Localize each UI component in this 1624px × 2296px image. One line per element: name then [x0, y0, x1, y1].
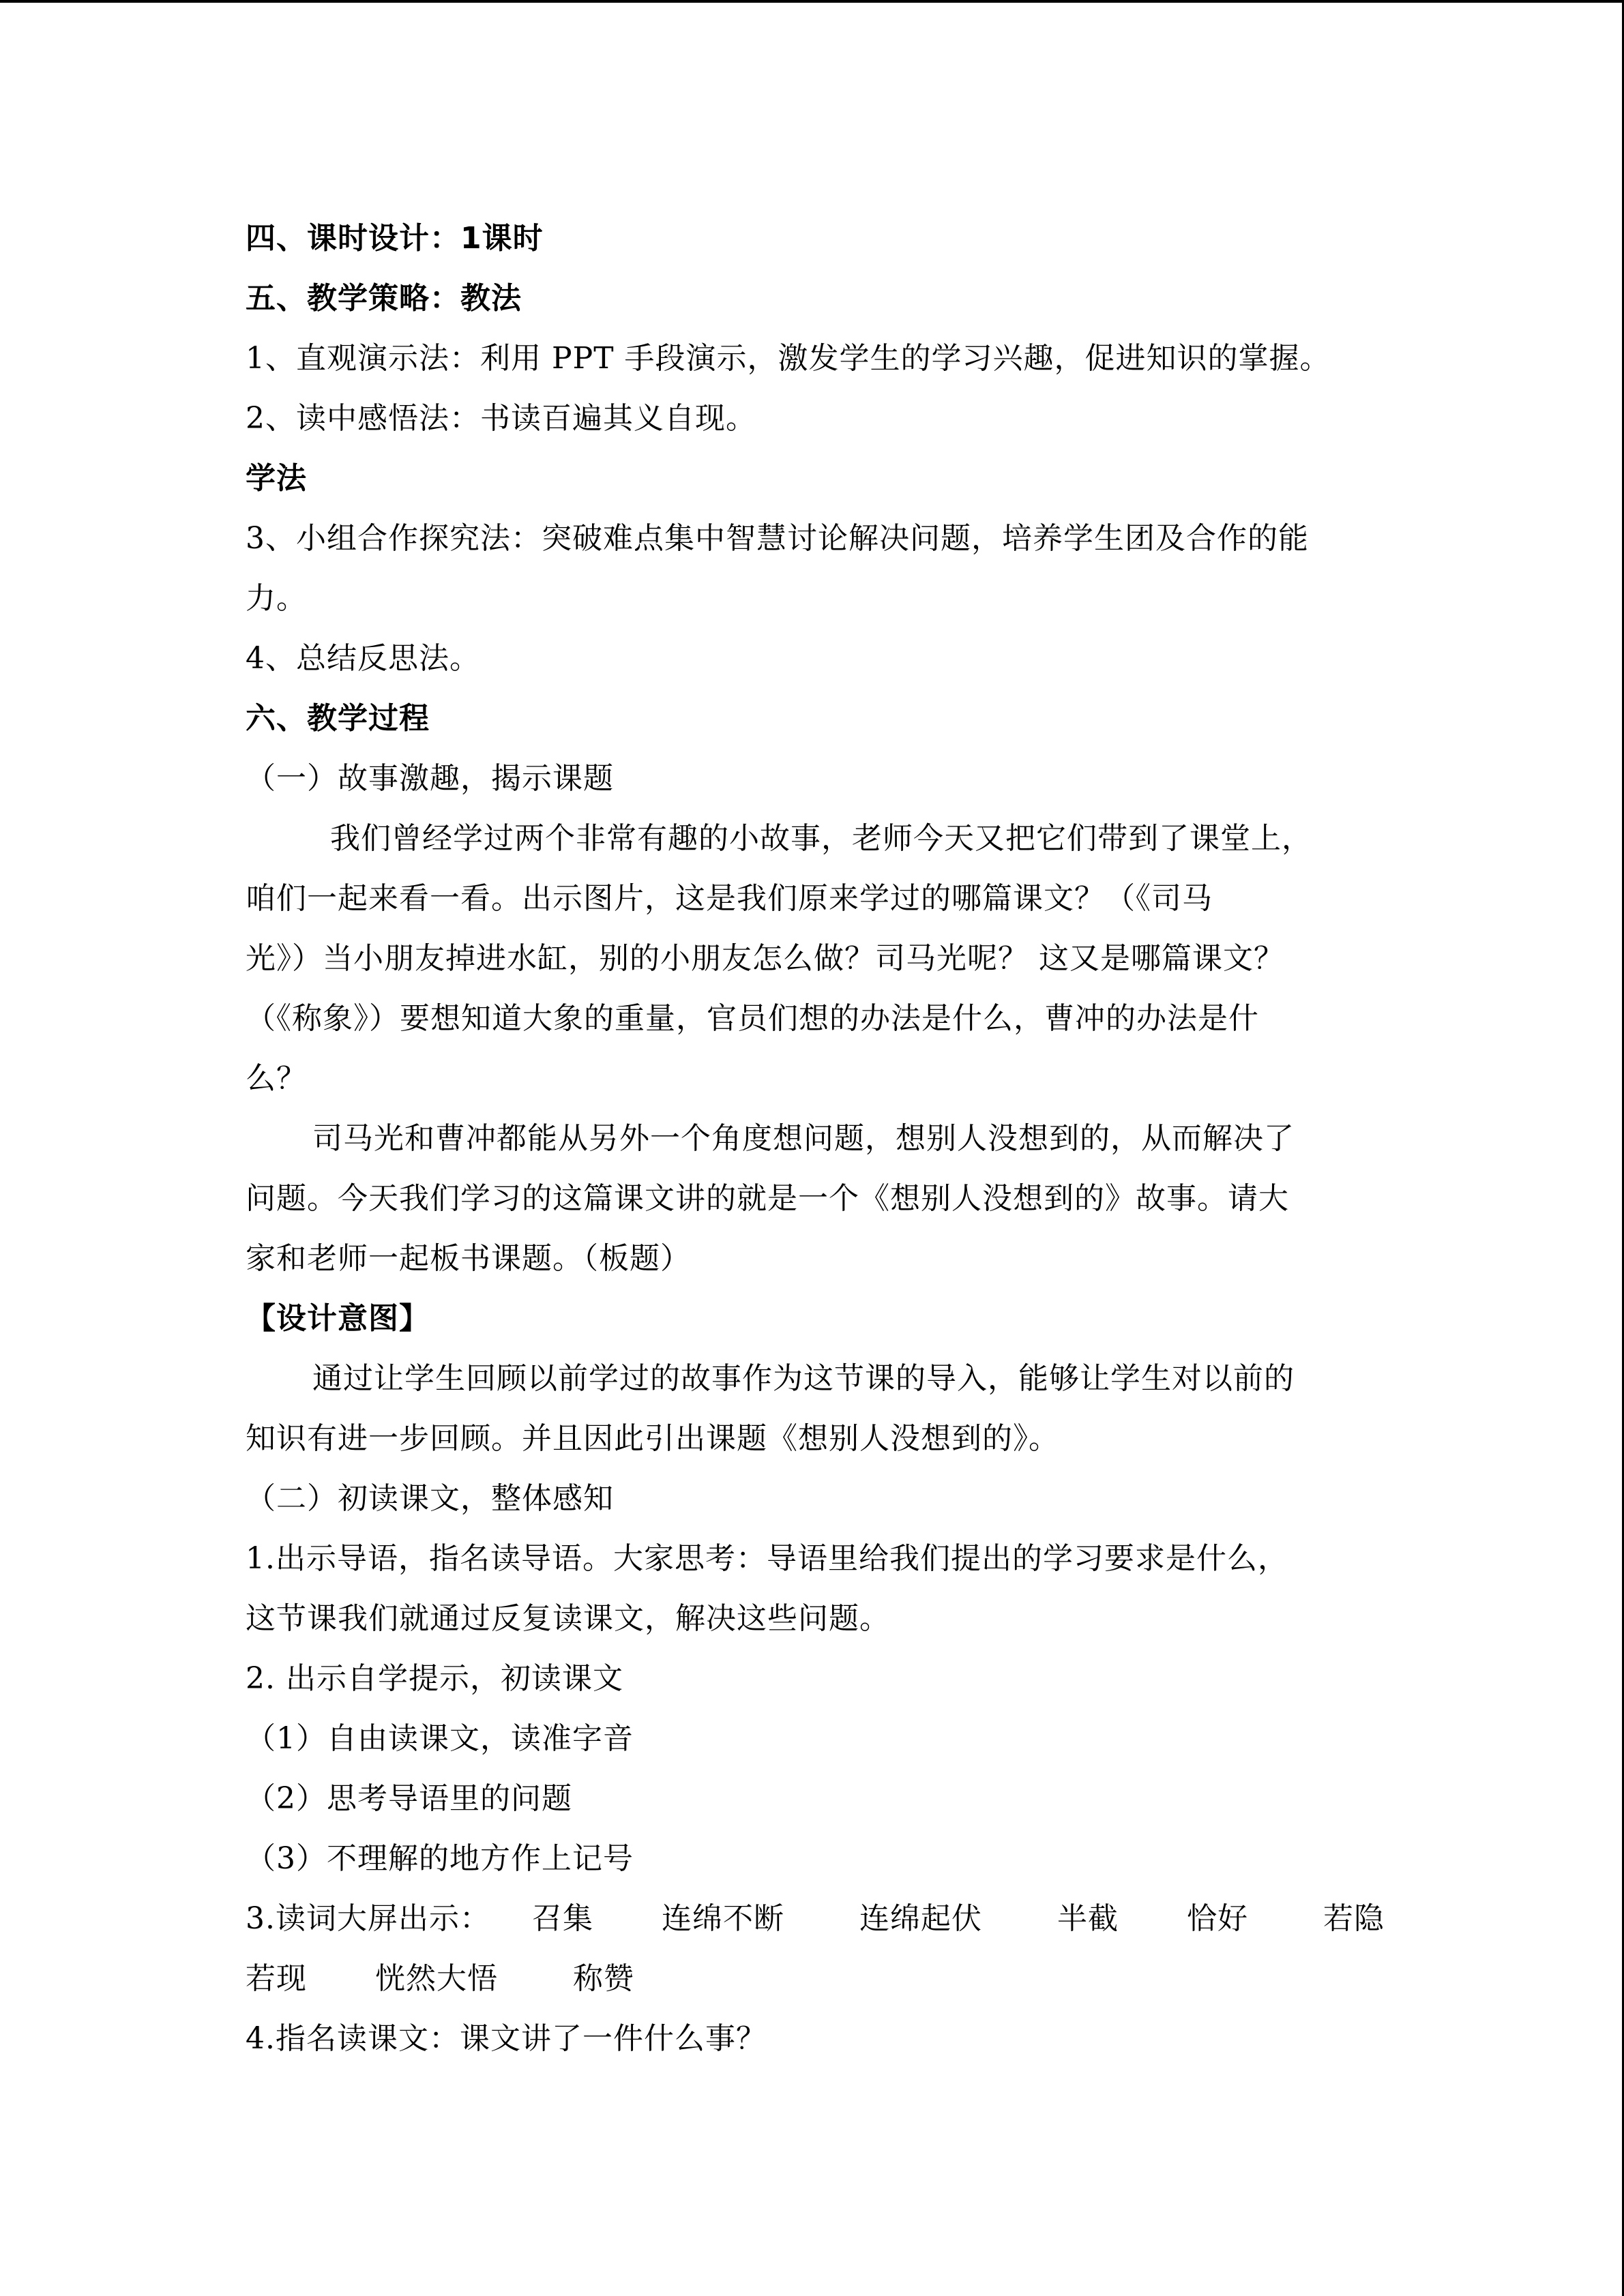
vocab-word: 若现: [246, 1961, 307, 1996]
vocab-word: 恍然大悟: [375, 1961, 498, 1996]
paragraph: 通过让学生回顾以前学过的故事作为这节课的导入，能够让学生对以前的: [312, 1361, 1295, 1396]
paragraph: 4、总结反思法。: [246, 641, 480, 676]
paragraph: 知识有进一步回顾。并且因此引出课题《想别人没想到的》。: [246, 1421, 1059, 1456]
paragraph: 4.指名读课文：课文讲了一件什么事？: [246, 2021, 767, 2056]
paragraph: 这节课我们就通过反复读课文，解决这些问题。: [246, 1601, 890, 1636]
vocab-line: [246, 1889, 1385, 1949]
paragraph: （《称象》）要想知道大象的重量，官员们想的办法是什么，曹冲的办法是什: [246, 1001, 1259, 1036]
paragraph: 1.出示导语，指名读导语。大家思考：导语里给我们提出的学习要求是什么，: [246, 1541, 1288, 1576]
paragraph: 司马光和曹冲都能从另外一个角度想问题，想别人没想到的，从而解决了: [312, 1121, 1295, 1156]
paragraph: 力。: [246, 581, 307, 616]
vocab-word: 恰好: [1187, 1901, 1248, 1936]
heading-study-method: 学法: [246, 461, 307, 496]
vocab-word: 半截: [1057, 1901, 1119, 1936]
paragraph: 2、读中感悟法：书读百遍其义自现。: [246, 401, 756, 436]
subheading-part-one: （一）故事激趣，揭示课题: [246, 761, 614, 796]
paragraph: 么？: [246, 1061, 307, 1096]
vocab-word: 连绵不断: [662, 1901, 784, 1936]
paragraph: 1、直观演示法：利用 PPT 手段演示，激发学生的学习兴趣，促进知识的掌握。: [246, 341, 1331, 376]
vocab-word: 召集: [532, 1901, 593, 1936]
list-item: （2）思考导语里的问题: [246, 1781, 572, 1816]
paragraph: 2. 出示自学提示，初读课文: [246, 1661, 623, 1696]
document-body: [246, 209, 1385, 2069]
page-top-border: [0, 0, 1624, 3]
subheading-part-two: （二）初读课文，整体感知: [246, 1481, 614, 1516]
paragraph: 光》）当小朋友掉进水缸，别的小朋友怎么做？司马光呢？ 这又是哪篇课文？: [246, 941, 1284, 976]
list-item: （3）不理解的地方作上记号: [246, 1841, 634, 1876]
paragraph: 问题。今天我们学习的这篇课文讲的就是一个《想别人没想到的》故事。请大: [246, 1181, 1289, 1216]
vocab-word: 称赞: [573, 1961, 634, 1996]
vocab-word: 若隐: [1323, 1901, 1385, 1936]
vocab-line: [246, 1949, 1385, 2009]
vocab-prefix: 3.读词大屏出示：: [246, 1901, 490, 1936]
heading-teaching-strategy: 五、教学策略：教法: [246, 281, 522, 316]
paragraph: 家和老师一起板书课题。（板题）: [246, 1241, 691, 1276]
list-item: （1）自由读课文，读准字音: [246, 1721, 634, 1756]
heading-design-intent: 【设计意图】: [246, 1301, 430, 1336]
paragraph: 我们曾经学过两个非常有趣的小故事，老师今天又把它们带到了课堂上，: [330, 821, 1312, 856]
heading-teaching-process: 六、教学过程: [246, 701, 430, 736]
vocab-word: 连绵起伏: [859, 1901, 982, 1936]
heading-lesson-design: 四、课时设计：1课时: [246, 221, 544, 256]
paragraph: 3、小组合作探究法：突破难点集中智慧讨论解决问题，培养学生团及合作的能: [246, 521, 1309, 556]
paragraph: 咱们一起来看一看。出示图片，这是我们原来学过的哪篇课文？（《司马: [246, 881, 1213, 916]
